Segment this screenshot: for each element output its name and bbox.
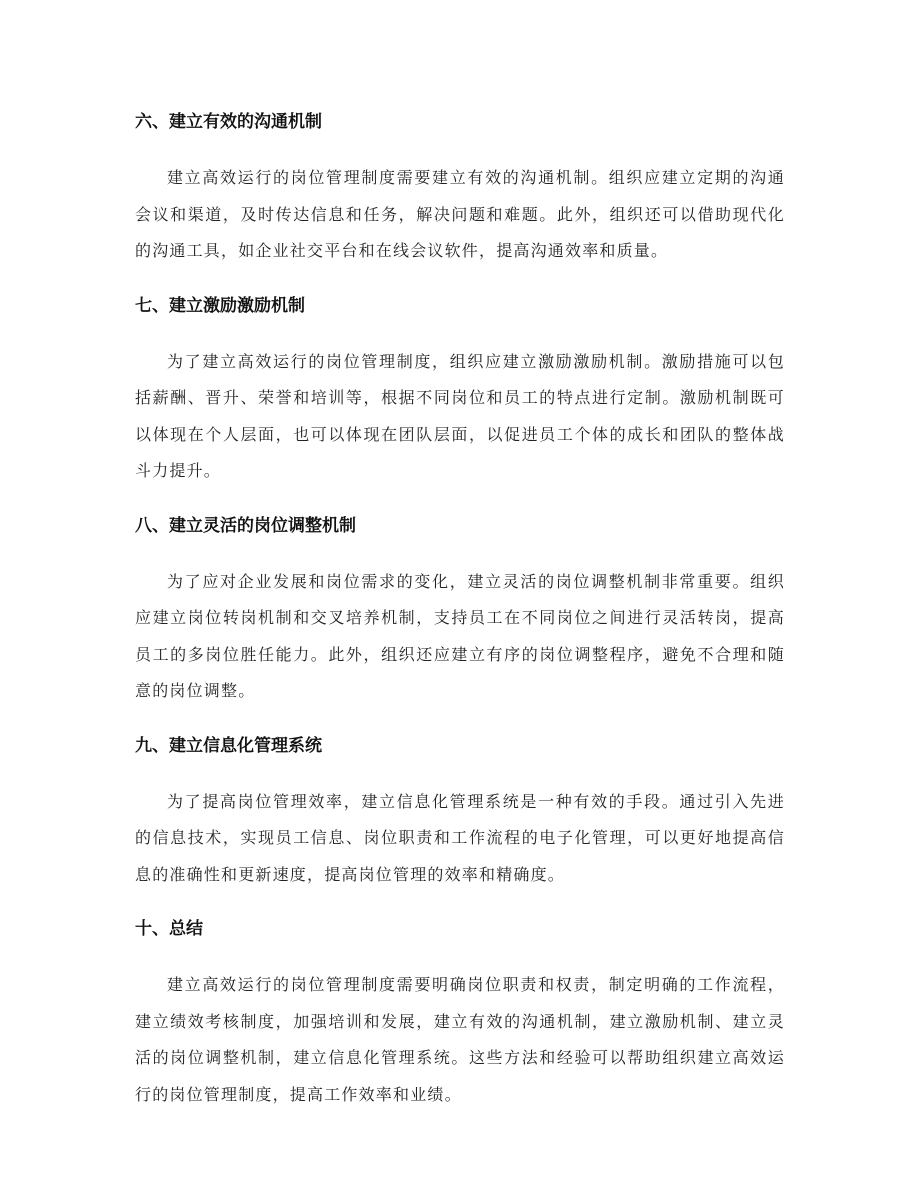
section-paragraph: 为了建立高效运行的岗位管理制度，组织应建立激励激励机制。激励措施可以包括薪酬、晋升、荣誉和培训等，根据不同岗位和员工的特点进行定制。激励机制既可以体现在个人层面，也可以体现在团队层面，以促进员工个体的成长和团队的整体战斗力提升。 [135,351,785,480]
section-heading: 九、建立信息化管理系统 [135,735,322,756]
section-heading: 八、建立灵活的岗位调整机制 [135,515,356,536]
section-information-system [135,732,785,894]
section-communication [135,108,785,270]
section-paragraph: 为了提高岗位管理效率，建立信息化管理系统是一种有效的手段。通过引入先进的信息技术，实现员工信息、岗位职责和工作流程的电子化管理，可以更好地提高信息的准确性和更新速度，提高岗位管理的效率和精确度。 [135,791,785,884]
section-paragraph: 建立高效运行的岗位管理制度需要建立有效的沟通机制。组织应建立定期的沟通会议和渠道，及时传达信息和任务，解决问题和难题。此外，组织还可以借助现代化的沟通工具，如企业社交平台和在线会议软件，提高沟通效率和质量。 [135,168,785,260]
section-position-adjustment [135,512,785,710]
section-heading: 六、建立有效的沟通机制 [135,112,322,132]
section-summary [135,915,785,1113]
section-heading: 十、总结 [135,919,203,939]
section-incentive [135,292,785,490]
section-paragraph: 为了应对企业发展和岗位需求的变化，建立灵活的岗位调整机制非常重要。组织应建立岗位转岗机制和交叉培养机制，支持员工在不同岗位之间进行灵活转岗，提高员工的多岗位胜任能力。此外，组织还应建立有序的岗位调整程序，避免不合理和随意的岗位调整。 [135,571,785,700]
section-paragraph: 建立高效运行的岗位管理制度需要明确岗位职责和权责，制定明确的工作流程，建立绩效考核制度，加强培训和发展，建立有效的沟通机制，建立激励机制、建立灵活的岗位调整机制，建立信息化管理系统。这些方法和经验可以帮助组织建立高效运行的岗位管理制度，提高工作效率和业绩。 [135,975,785,1104]
section-heading: 七、建立激励激励机制 [135,295,305,316]
